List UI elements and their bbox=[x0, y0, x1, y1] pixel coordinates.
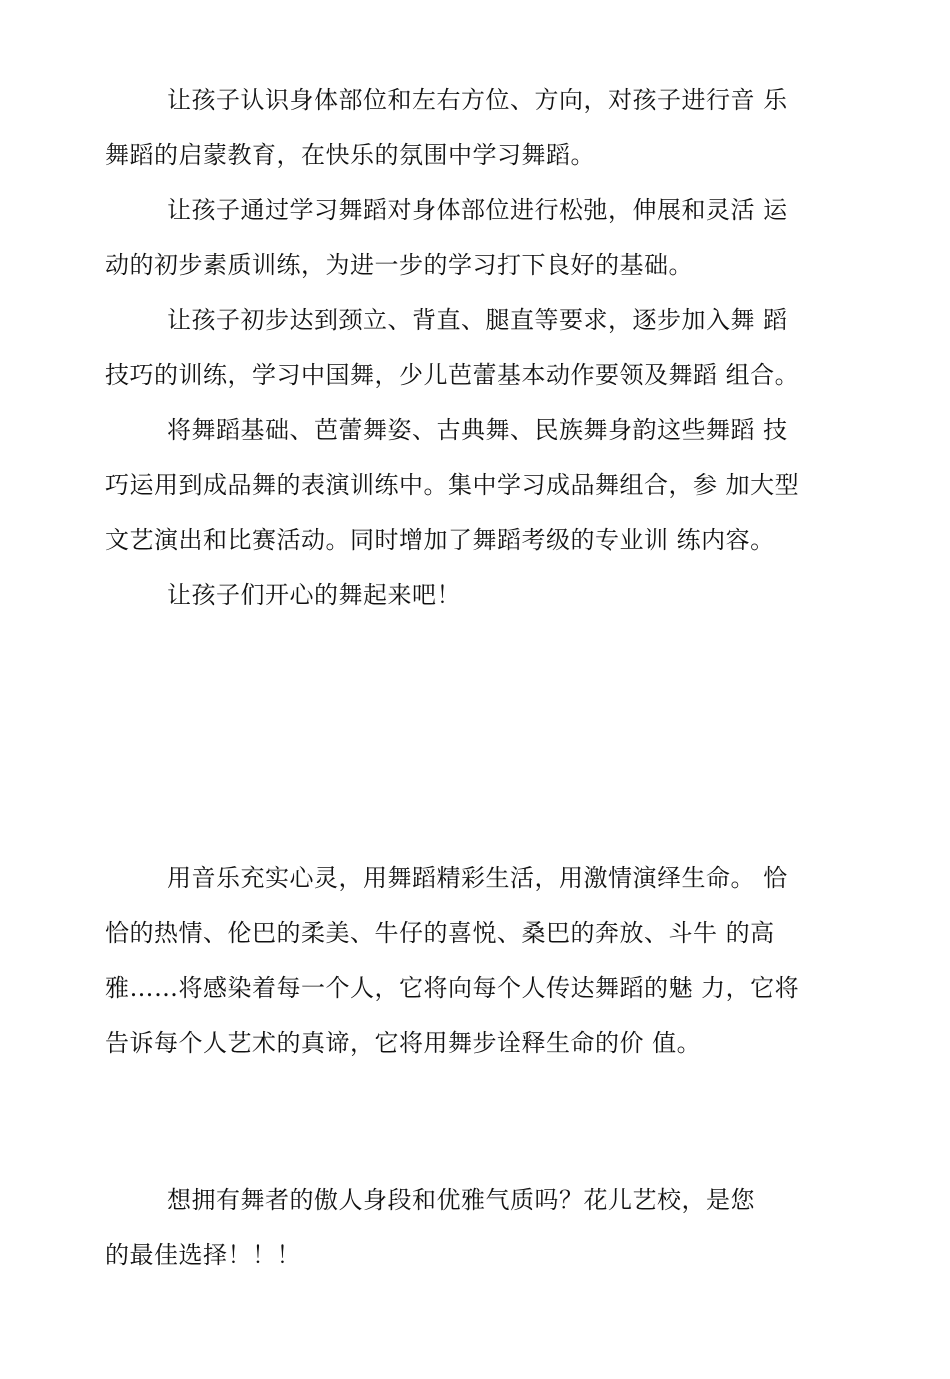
paragraph-line: 让孩子认识身体部位和左右方位、方向，对孩子进行音 乐 bbox=[167, 86, 788, 114]
section-school-invitation bbox=[105, 1173, 850, 1283]
paragraph bbox=[105, 1173, 850, 1283]
paragraph-line: 告诉每个人艺术的真谛，它将用舞步诠释生命的价 值。 bbox=[105, 1029, 702, 1057]
paragraph-line: 舞蹈的启蒙教育，在快乐的氛围中学习舞蹈。 bbox=[105, 141, 595, 169]
paragraph-line: 用音乐充实心灵，用舞蹈精彩生活，用激情演绎生命。 恰 bbox=[167, 864, 788, 892]
paragraph-line: 让孩子们开心的舞起来吧！ bbox=[167, 581, 461, 609]
paragraph-line: 将舞蹈基础、芭蕾舞姿、古典舞、民族舞身韵这些舞蹈 技 bbox=[167, 416, 788, 444]
paragraph bbox=[105, 73, 850, 183]
paragraph-line: 让孩子通过学习舞蹈对身体部位进行松弛，伸展和灵活 运 bbox=[167, 196, 788, 224]
paragraph-line: 恰的热情、伦巴的柔美、牛仔的喜悦、桑巴的奔放、斗牛 的高 bbox=[105, 919, 775, 947]
paragraph bbox=[105, 293, 850, 403]
paragraph-line: 动的初步素质训练，为进一步的学习打下良好的基础。 bbox=[105, 251, 693, 279]
paragraph bbox=[105, 851, 850, 1071]
section-dance-training bbox=[105, 73, 850, 623]
section-dance-appeal bbox=[105, 851, 850, 1071]
paragraph-line: 文艺演出和比赛活动。同时增加了舞蹈考级的专业训 练内容。 bbox=[105, 526, 775, 554]
paragraph-line: 雅……将感染着每一个人，它将向每个人传达舞蹈的魅 力，它将 bbox=[105, 974, 800, 1002]
paragraph-line: 巧运用到成品舞的表演训练中。集中学习成品舞组合，参 加大型 bbox=[105, 471, 800, 499]
paragraph-line: 技巧的训练，学习中国舞，少儿芭蕾基本动作要领及舞蹈 组合。 bbox=[105, 361, 800, 389]
paragraph-line: 让孩子初步达到颈立、背直、腿直等要求，逐步加入舞 蹈 bbox=[167, 306, 788, 334]
paragraph bbox=[105, 183, 850, 293]
paragraph-line: 的最佳选择！！！ bbox=[105, 1241, 301, 1269]
paragraph-line: 想拥有舞者的傲人身段和优雅气质吗？花儿艺校，是您 bbox=[167, 1186, 755, 1214]
paragraph bbox=[105, 568, 850, 623]
paragraph bbox=[105, 403, 850, 568]
